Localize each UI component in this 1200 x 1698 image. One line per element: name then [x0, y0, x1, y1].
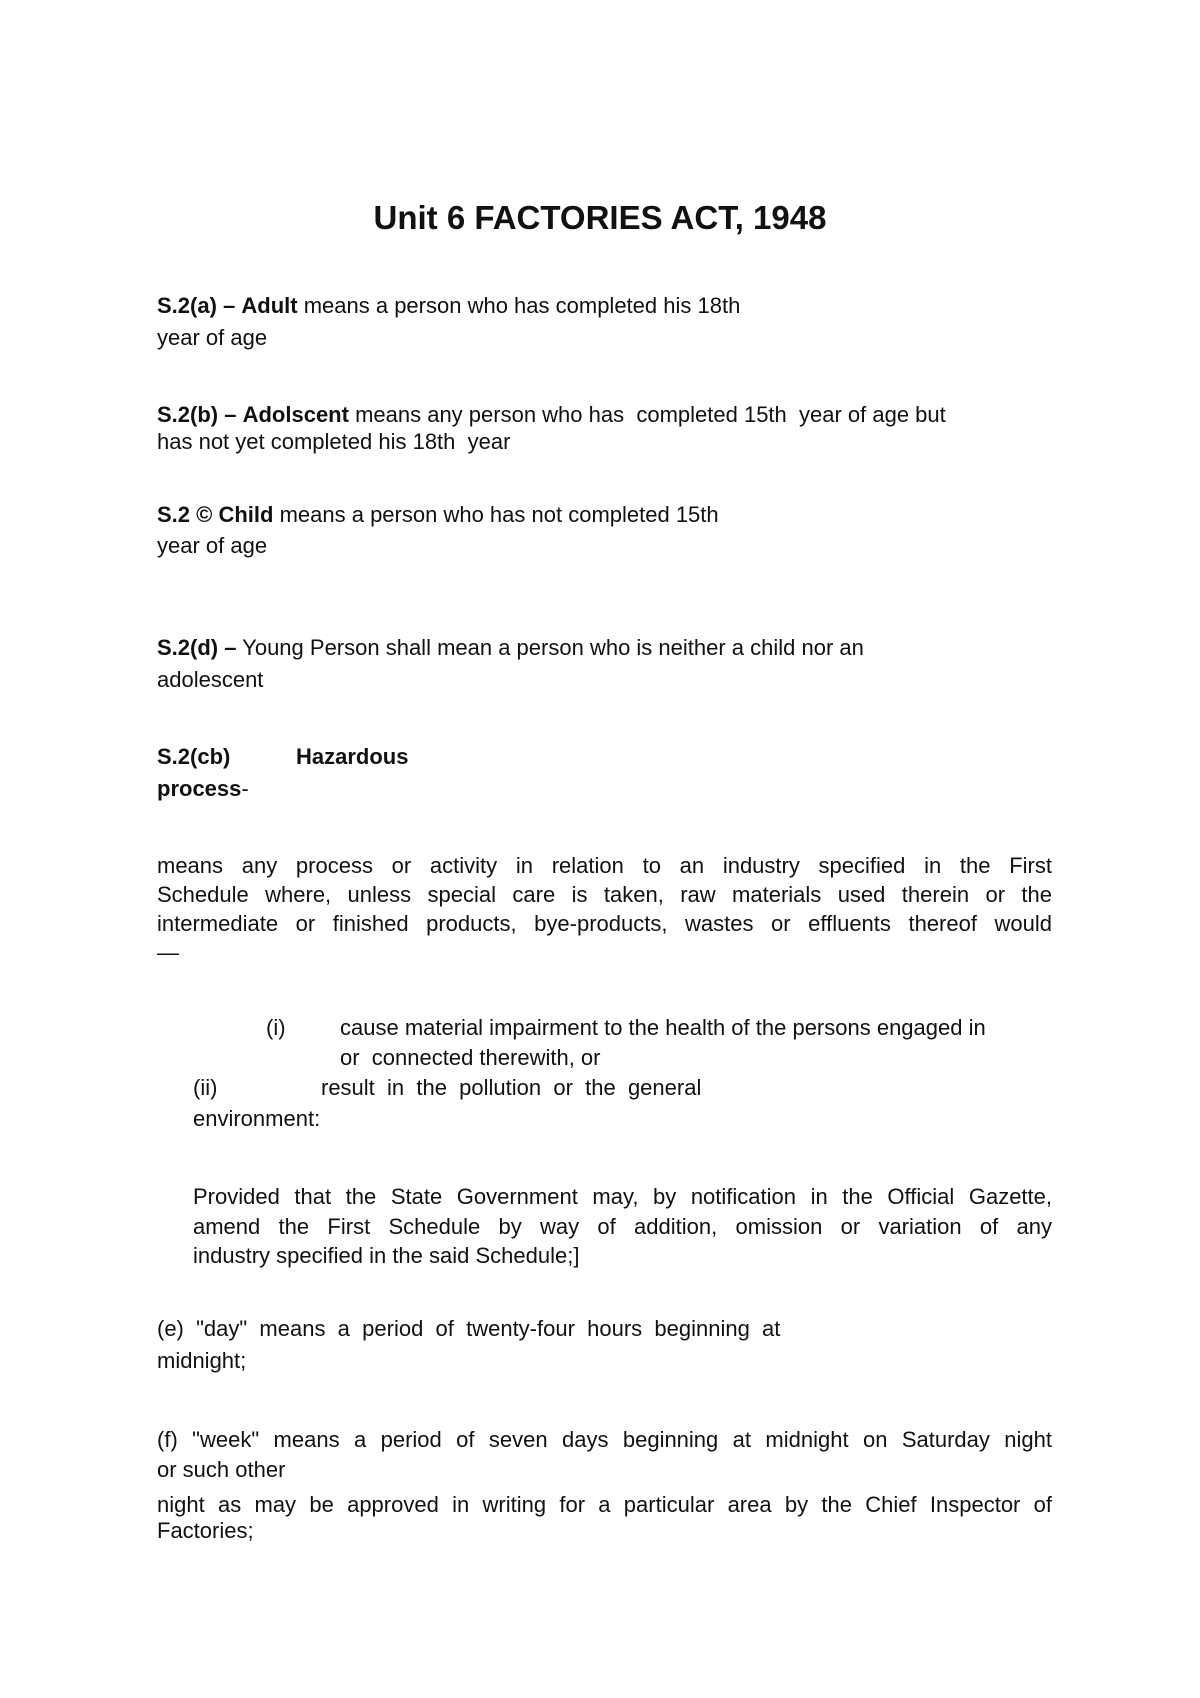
definition-text: means a person who has completed his 18th	[297, 293, 741, 318]
proviso-line-1: Provided that the State Government may, by notification in the Official Gazette,	[193, 1184, 1052, 1209]
definition-child-line2: year of age	[157, 533, 268, 558]
definition-adolescent	[157, 402, 946, 428]
definition-week: (f) "week" means a period of seven days beginning at midnight on Saturday night	[157, 1427, 1052, 1452]
definition-adolescent-line2: has not yet completed his 18th year	[157, 429, 511, 454]
definition-day-line2: midnight;	[157, 1348, 247, 1373]
hazard-definition-line-3: intermediate or finished products, bye-products, wastes or effluents thereof would	[157, 911, 1052, 936]
defined-term: Adolscent	[242, 402, 349, 427]
hazard-definition-line-1: means any process or activity in relation to an industry specified in the First	[157, 853, 1052, 878]
defined-term-process: process-	[157, 776, 249, 801]
section-label: S.2(a) –	[157, 293, 236, 318]
hazard-definition-line-2: Schedule where, unless special care is taken, raw materials used therein or the	[157, 882, 1052, 907]
section-label-hazardous: S.2(cb)	[157, 744, 231, 769]
definition-week-line4: Factories;	[157, 1518, 254, 1543]
item-i-text-line2: or connected therewith, or	[340, 1045, 601, 1070]
item-ii-text: result in the pollution or the general	[321, 1075, 702, 1100]
page-title: Unit 6 FACTORIES ACT, 1948	[373, 199, 827, 236]
definition-week-line2: or such other	[157, 1457, 286, 1482]
definition-text: means any person who has completed 15th year of age but	[348, 402, 946, 427]
defined-term: Adult	[241, 293, 298, 318]
defined-term-hazardous: Hazardous	[296, 744, 409, 769]
proviso-line-3: industry specified in the said Schedule;]	[193, 1243, 580, 1268]
hazard-definition-dash: —	[157, 940, 179, 965]
definition-young-person	[157, 635, 864, 661]
item-ii-number: (ii)	[193, 1075, 218, 1100]
defined-term: Child	[218, 502, 274, 527]
definition-child	[157, 502, 719, 528]
item-i-text: cause material impairment to the health of the persons engaged in	[340, 1015, 986, 1040]
definition-day: (e) "day" means a period of twenty-four hours beginning at	[157, 1316, 781, 1341]
definition-young-person-line2: adolescent	[157, 667, 264, 692]
definition-text: means a person who has not completed 15th	[273, 502, 719, 527]
definition-text: Young Person shall mean a person who is neither a child nor an	[236, 635, 864, 660]
item-i-number: (i)	[266, 1015, 286, 1040]
definition-adult	[157, 293, 740, 319]
proviso-line-2: amend the First Schedule by way of addition, omission or variation of any	[193, 1214, 1052, 1239]
definition-week-line3: night as may be approved in writing for a particular area by the Chief Inspector of	[157, 1492, 1052, 1517]
item-ii-text-line2: environment:	[193, 1106, 321, 1131]
section-label: S.2(d) –	[157, 635, 237, 660]
definition-adult-line2: year of age	[157, 325, 268, 350]
section-label: S.2 ©	[157, 502, 213, 527]
section-label: S.2(b) –	[157, 402, 237, 427]
